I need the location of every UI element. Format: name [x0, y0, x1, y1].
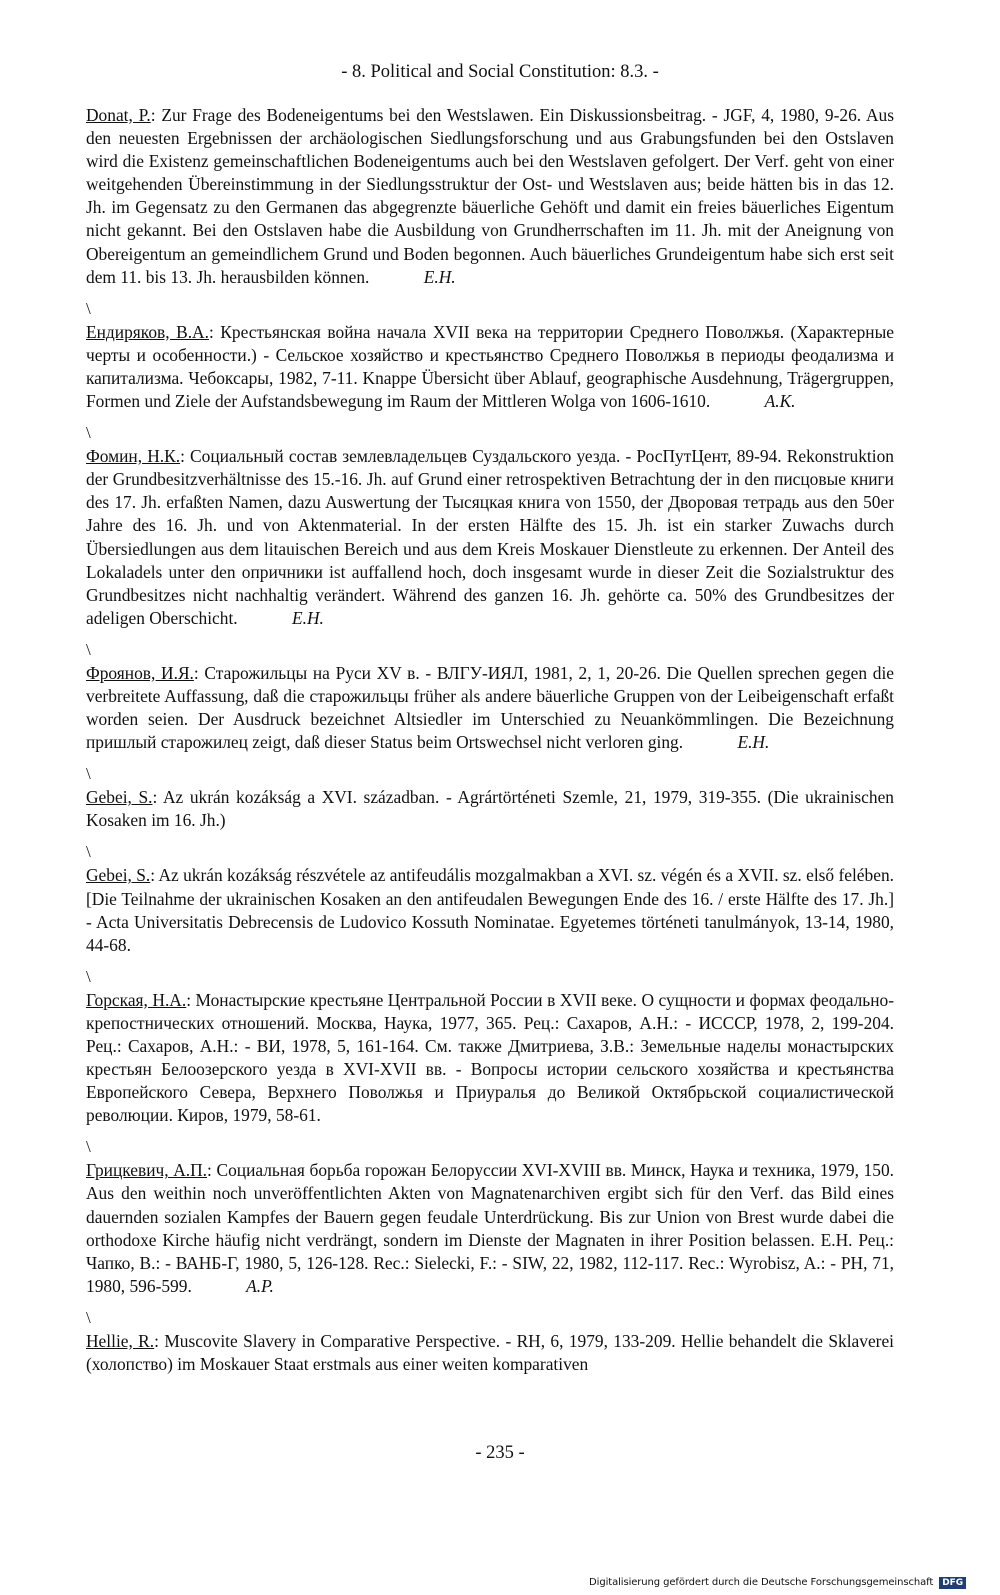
entry-separator: \: [86, 842, 91, 862]
bibliography-entry: [86, 321, 894, 413]
reviewer-initials: E.H.: [291, 607, 324, 628]
reviewer-initials: A.P.: [246, 1275, 274, 1296]
entry-text: : Muscovite Slavery in Comparative Perspective. - RH, 6, 1979, 133-209. Hellie behandelt die Sklaverei (холопство) im Moskauer Staat erstmals aus einer weiten komparativen: [86, 1330, 895, 1375]
bibliography-list: [86, 104, 894, 1384]
running-header: - 8. Political and Social Constitution: 8.3. -: [341, 62, 659, 82]
entry-text: : Zur Frage des Bodeneigentums bei den Westslawen. Ein Diskussionsbeitrag. - JGF, 4, 1980, 9-26. Aus den neuesten Ergebnissen der archäologischen Siedlungsforschung und aus Grabungsfunden bei den Ostslaven wird die Existenz gemeinschaftlichen Bodeneigentums auch bei den Westslaven gefolgert. Der Verf. geht von einer weitgehenden Übereinstimmung in der Siedlungsstruktur der Ost- und Westslaven aus; beide hätten bis in das 12. Jh. im Gegensatz zu den Germanen das abgegrenzte bäuerliche Gehöft und damit ein freies bäuerliches Eigentum nicht gekannt. Bei den Ostslaven habe die Ausbildung von Grundherrschaften im 11. Jh. mit der Aneignung von Obereigentum an gemeindlichem Grund und Boden begonnen. Auch bäuerliches Grundeigentum habe sich erst seit dem 11. bis 13. Jh. herausbilden können.: [86, 105, 894, 287]
bibliography-entry: [86, 1159, 894, 1298]
page-number: - 235 -: [475, 1443, 525, 1463]
entry-separator: \: [86, 639, 91, 659]
bibliography-entry: [86, 662, 894, 754]
entry-text: : Монастырские крестьяне Центральной России в XVII веке. О сущности и формах феодально-крепостнических отношений. Москва, Наука, 1977, 365. Рец.: Сахаров, А.Н.: - ИСССР, 1978, 2, 199-204. Рец.: Сахаров, А.Н.: - ВИ, 1978, 5, 161-164. См. также Дмитриева, З.В.: Земельные наделы монастырских крестьян Белоозерского уезда в XVI-XVII вв. - Вопросы истории сельского хозяйства и крестьянства Европейского Севера, Верхнего Поволжья и Приуралья до Великой Октябрьской социалистической революции. Киров, 1979, 58-61.: [86, 989, 895, 1126]
entry-author: Gebei, S.: [86, 787, 153, 808]
entry-author: Donat, P.: [86, 105, 151, 125]
entry-text: : Социальная борьба горожан Белоруссии XVI-XVIII вв. Минск, Наука и техника, 1979, 150. Aus den weithin noch unveröffentlichten Akten von Magnatenarchiven ergibt sich für den Verf. das Bild eines dauernden sozialen Kampfes der Bauern gegen feudale Unterdrückung. Bis zur Union von Brest wurde dabei die orthodoxe Kirche häufig nicht verdrängt, sondern im Dienste der Magnaten in ihrer Position belassen. E.H. Рец.: Чапко, В.: - ВАНБ-Г, 1980, 5, 126-128. Rec.: Sielecki, F.: - SIW, 22, 1982, 112-117. Rec.: Wyrobisz, A.: - PH, 71, 1980, 596-599.: [86, 1160, 894, 1296]
dfg-logo-icon: DFG: [939, 1577, 966, 1589]
entry-separator: \: [86, 966, 91, 986]
entry-author: Фроянов, И.Я.: [86, 662, 194, 683]
bibliography-entry: [86, 445, 894, 630]
entry-author: Грицкевич, А.П.: [86, 1160, 208, 1181]
reviewer-initials: E.H.: [423, 266, 456, 287]
entry-text: : Старожильцы на Руси XV в. - ВЛГУ-ИЯЛ, 1981, 2, 1, 20-26. Die Quellen sprechen gegen die verbreitete Auffassung, daß die старожильцы früher als andere bäuerliche Gruppen von der Leibeigenschaft erfaßt worden seien. Der Ausdruck bezeichnet Altsiedler im Unterschied zu Neuankömmlingen. Die Bezeichnung пришлый старожилец zeigt, daß dieser Status beim Ortswechsel nicht verloren ging.: [86, 662, 895, 753]
entry-author: Горская, Н.А.: [86, 989, 187, 1010]
entry-separator: \: [86, 298, 91, 318]
digitization-credit: [589, 1577, 966, 1589]
entry-author: Gebei, S.: [86, 865, 151, 886]
entry-text: : Az ukrán kozákság a XVI. században. - Agrártörténeti Szemle, 21, 1979, 319-355. (Die ukrainischen Kosaken im 16. Jh.): [86, 787, 894, 831]
bibliography-entry: [86, 786, 894, 832]
bibliography-entry: [86, 1330, 894, 1376]
entry-text: : Az ukrán kozákság részvétele az antifeudális mozgalmakban a XVI. sz. végén és a XVII. sz. első felében. [Die Teilnahme der ukrainischen Kosaken an den antifeudalen Bewegungen Ende des 16. / erste Hälfte des 17. Jh.] - Acta Universitatis Debrecensis de Ludovico Kossuth Nominatae. Egyetemes történeti tanulmányok, 13-14, 1980, 44-68.: [86, 865, 894, 955]
entry-text: : Социальный состав землевладельцев Суздальского уезда. - РосПутЦент, 89-94. Rekonstruktion der Grundbesitzverhältnisse des 15.-16. Jh. auf Grund einer retrospektiven Betrachtung der in den писцовые книги des 17. Jh. erfaßten Namen, dazu Auswertung der Тысяцкая книга von 1550, der Дворовая тетрадь aus den 50er Jahre des 16. Jh. und von Aktenmaterial. In der ersten Hälfte des 15. Jh. ist ein starker Zuwachs durch Übersiedlungen aus dem litauischen Bereich und aus dem Kreis Moskauer Dienstleute zu erkennen. Der Anteil des Lokaladels unter den опричники ist auffallend hoch, doch insgesamt wurde in dieser Zeit die Sozialstruktur des Grundbesitzes nicht nachhaltig verändert. Während des ganzen 16. Jh. gehörte ca. 50% des Grundbesitzes der adeligen Oberschicht.: [86, 446, 894, 628]
bibliography-entry: [86, 104, 894, 289]
entry-separator: \: [86, 1307, 91, 1327]
reviewer-initials: E.H.: [737, 732, 770, 753]
entry-author: Фомин, Н.К.: [86, 446, 181, 467]
reviewer-initials: A.K.: [764, 391, 796, 412]
entry-text: : Крестьянская война начала XVII века на территории Среднего Поволжья. (Характерные черты и особенности.) - Сельское хозяйство и крестьянство Среднего Поволжья в периоды феодализма и капитализма. Чебоксары, 1982, 7-11. Knappe Übersicht über Ablauf, geographische Ausdehnung, Trägergruppen, Formen und Ziele der Aufstandsbewegung im Raum der Mittleren Wolga von 1606-1610.: [86, 321, 894, 412]
credit-text: Digitalisierung gefördert durch die Deutsche Forschungsgemeinschaft: [589, 1577, 934, 1588]
entry-separator: \: [86, 423, 91, 443]
bibliography-entry: [86, 864, 894, 956]
bibliography-entry: [86, 989, 894, 1128]
entry-author: Hellie, R.: [86, 1330, 155, 1351]
entry-separator: \: [86, 1137, 91, 1157]
entry-author: Ендиряков, В.А.: [86, 321, 209, 342]
entry-separator: \: [86, 764, 91, 784]
